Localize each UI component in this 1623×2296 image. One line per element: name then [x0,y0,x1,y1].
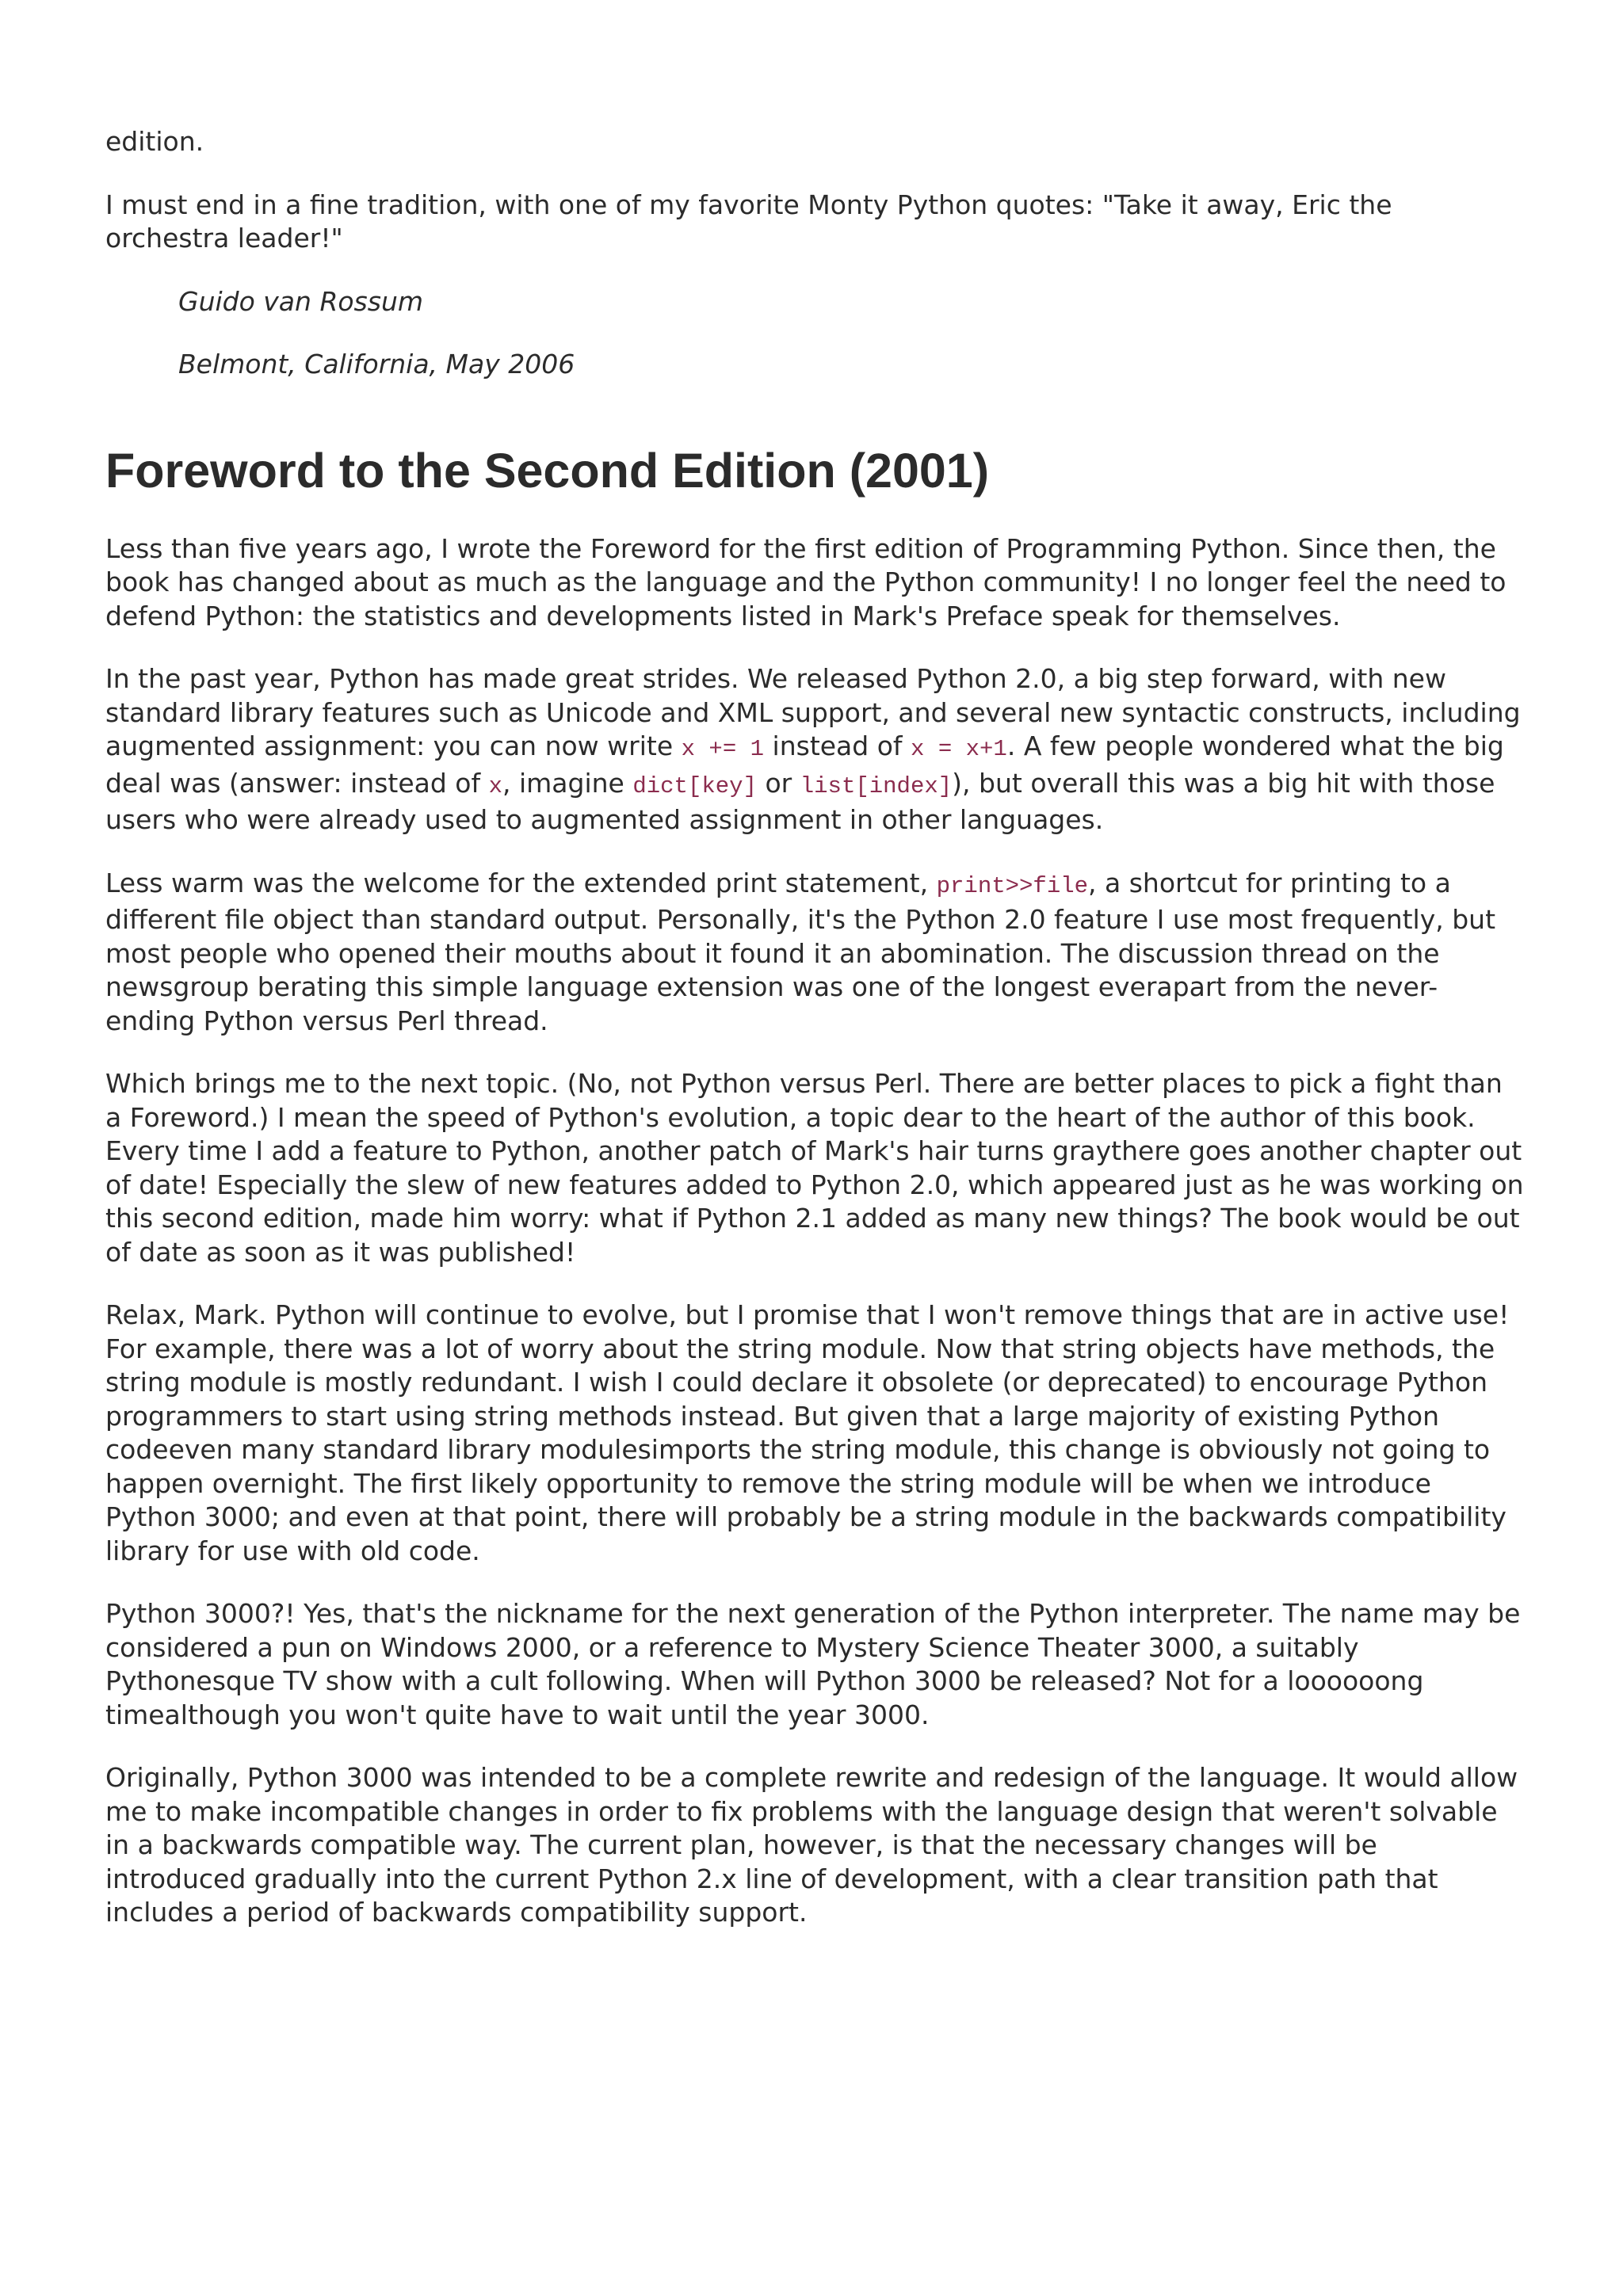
signature-name: Guido van Rossum [178,285,424,317]
text-run: or [756,767,800,799]
paragraph-python-3000-plan: Originally, Python 3000 was intended to be a complete rewrite and redesign of the language. It would allow me to make incompatible changes in order to fix problems with the language design that weren't solvable in a backwards compatible way. The current plan, however, is that the necessary changes will be introduced gradually into the current Python 2.x line of development, with a clear transition path that includes a period of backwards compatibility support. [105,1762,1518,1928]
text-run: instead of [764,730,911,761]
paragraph-edition: edition. [105,126,204,157]
inline-code-augmented: x += 1 [681,736,765,762]
signature-place-date: Belmont, California, May 2006 [178,349,575,379]
paragraph-evolution-speed: Which brings me to the next topic. (No, not Python versus Perl. There are better places to pick a fight than a Foreword.) I mean the speed of Python's evolution, a topic dear to the heart of the author of this book. Every time I add a feature to Python, another patch of Mark's hair turns graythere goes another chapter out of date! Especially the slew of new features added to Python 2.0, which appeared just as he was working on this second edition, made him worry: what if Python 2.1 added as many new things? The book would be out of date as soon as it was published! [105,1068,1524,1268]
paragraph-closing-quote: I must end in a fine tradition, with one of my favorite Monty Python quotes: "Take it away, Eric the orchestra leader!" [105,189,1392,254]
text-run: In the past year, Python has made great strides. We released Python 2.0, a big step forward, with new standard library features such as Unicode and XML support, and several new syntactic constructs, including augmented assignment: you can now write [105,663,1521,761]
inline-code-list-index: list[index] [800,772,953,799]
inline-code-x: x [488,772,502,799]
inline-code-assignment: x = x+1 [911,736,1007,762]
inline-code-dict-key: dict[key] [632,772,757,799]
text-run: Less warm was the welcome for the extended print statement, [105,867,937,898]
paragraph-intro: Less than five years ago, I wrote the Foreword for the first edition of Programming Python. Since then, the book has changed about as much as the language and the Python community! I no longer feel the need to defend Python: the statistics and developments listed in Mark's Preface speak for themselves. [105,532,1507,631]
paragraph-print-statement [105,867,1524,1039]
inline-code-print-file: print>>file [936,872,1089,899]
paragraph-python-2-0 [105,662,1524,837]
paragraph-string-module: Relax, Mark. Python will continue to evolve, but I promise that I won't remove things that are in active use! For example, there was a lot of worry about the string module. Now that string objects have methods, the string module is mostly redundant. I wish I could declare it obsolete (or deprecated) to encourage Python programmers to start using string methods instead. But given that a large majority of existing Python codeeven many standard library modulesimports the string module, this change is obviously not going to happen overnight. The first likely opportunity to remove the string module will be when we introduce Python 3000; and even at that point, there will probably be a string module in the backwards compatibility library for use with old code. [105,1299,1510,1566]
text-run: , a shortcut for printing to a different file object than standard output. Personally, it's the Python 2.0 feature I use most frequently, but most people who opened their mouths about it found it an abomination. The discussion thread on the newsgroup berating this simple language extension was one of the longest everapart from the never-ending Python versus Perl thread. [105,867,1496,1036]
text-run: , imagine [502,767,633,799]
section-title: Foreword to the Second Edition (2001) [105,443,990,498]
paragraph-python-3000: Python 3000?! Yes, that's the nickname for the next generation of the Python interpreter. The name may be considered a pun on Windows 2000, or a reference to Mystery Science Theater 3000, a suitably Pythonesque TV show with a cult following. When will Python 3000 be released? Not for a loooooong timealthough you won't quite have to wait until the year 3000. [105,1598,1521,1730]
document-page [105,125,1524,1959]
text-run: ), but overall this was a big hit with those users who were already used to augmented assignment in other languages. [105,767,1495,835]
text-run: . A few people wondered what the big deal was (answer: instead of [105,730,1504,799]
